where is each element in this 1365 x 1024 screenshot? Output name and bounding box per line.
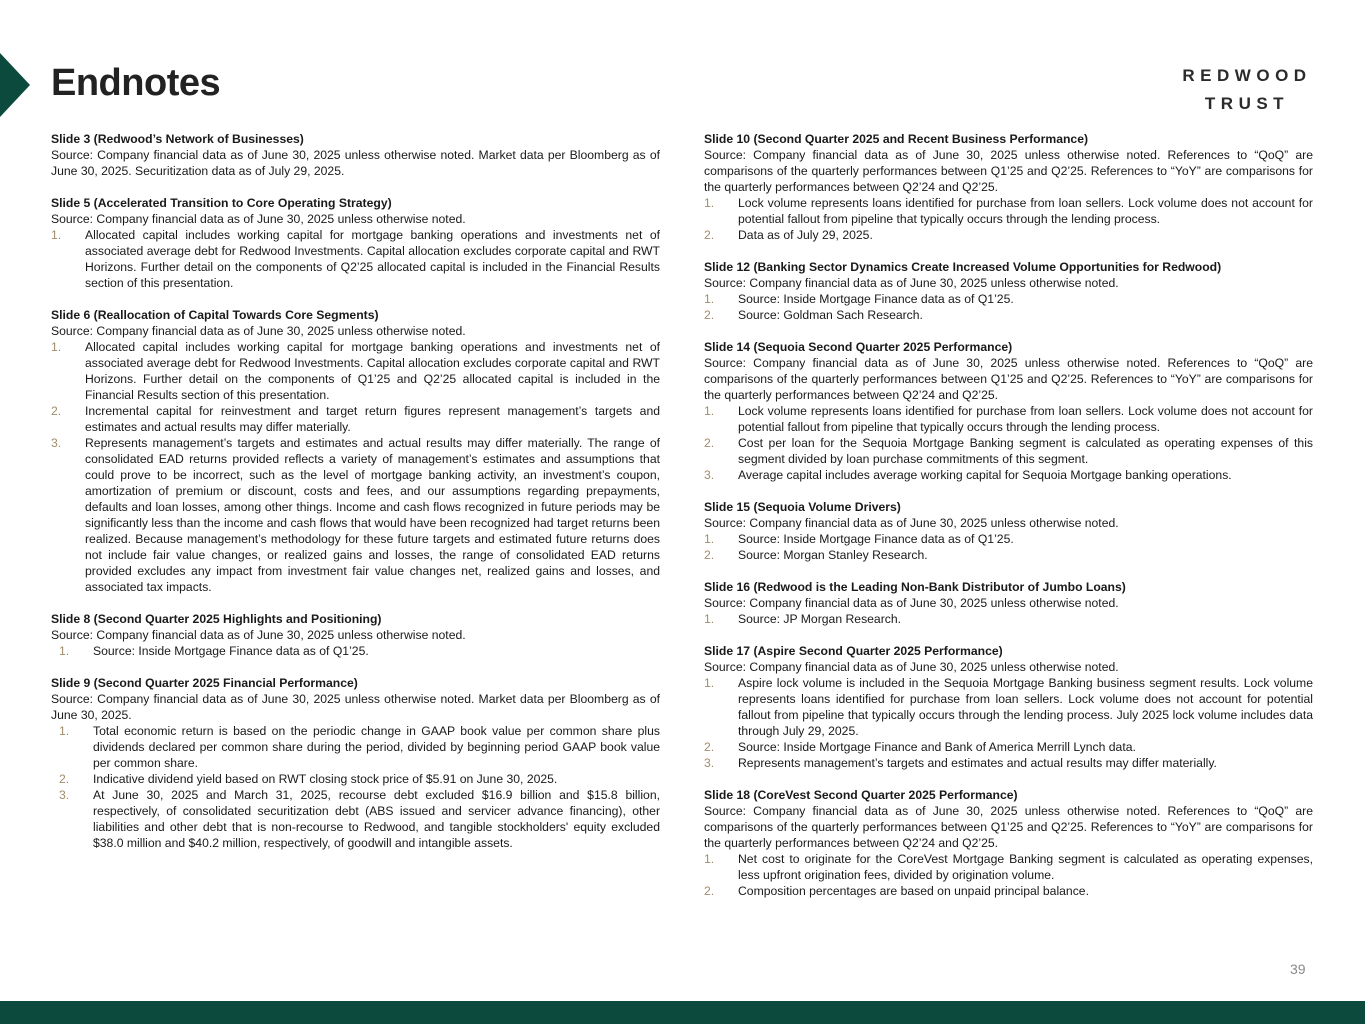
endnote-item-text: Aspire lock volume is included in the Sequoia Mortgage Banking business segment results. Lock volume represents loans identified for purchase from loan sellers. Lock volume does not account for potential fallout from pipeline that typically occurs through the lending process. July 2025 lock volume includes data through July 29, 2025. — [738, 676, 1313, 738]
endnote-item — [704, 547, 1313, 563]
endnote-item — [704, 307, 1313, 323]
endnote-item — [51, 723, 660, 771]
endnote-source: Source: Company financial data as of June 30, 2025 unless otherwise noted. References to “QoQ” are comparisons of the quarterly performances between Q1’25 and Q2’25. References to “YoY” are comparisons for the quarterly performances between Q2’24 and Q2’25. — [704, 804, 1313, 850]
endnote-item-number: 1. — [51, 340, 62, 354]
page-title: Endnotes — [51, 62, 221, 104]
endnote-item-number: 1. — [59, 724, 70, 738]
endnote-item-number: 1. — [704, 292, 715, 306]
endnote-item — [704, 755, 1313, 771]
endnote-item-number: 3. — [704, 756, 715, 770]
endnote-item-text: Average capital includes average working capital for Sequoia Mortgage banking operations. — [738, 468, 1232, 482]
endnote-heading: Slide 16 (Redwood is the Leading Non-Bank Distributor of Jumbo Loans) — [704, 580, 1126, 594]
endnote-item — [51, 227, 660, 291]
endnote-item-number: 1. — [704, 612, 715, 626]
endnote-item — [704, 291, 1313, 307]
endnote-item-number: 1. — [704, 404, 715, 418]
endnote-item-text: Source: Morgan Stanley Research. — [738, 548, 928, 562]
endnote-item-number: 2. — [704, 436, 715, 450]
endnote-item — [704, 403, 1313, 435]
endnote-item-text: Source: Inside Mortgage Finance data as of Q1’25. — [93, 644, 369, 658]
endnote-item-number: 1. — [59, 644, 70, 658]
endnote-item-number: 2. — [704, 548, 715, 562]
endnote-item-text: Net cost to originate for the CoreVest Mortgage Banking segment is calculated as operating expenses, less upfront origination fees, divided by origination volume. — [738, 852, 1313, 882]
endnote-heading: Slide 6 (Reallocation of Capital Towards Core Segments) — [51, 308, 379, 322]
endnote-item-number: 2. — [704, 308, 715, 322]
endnote-item-text: Allocated capital includes working capital for mortgage banking operations and investments net of associated average debt for Redwood Investments. Capital allocation excludes corporate capital and RWT Horizons. Further detail on the components of Q2’25 allocated capital is included in the Financial Results section of this presentation. — [85, 228, 660, 290]
endnote-item — [704, 851, 1313, 883]
logo-line-trust: TRUST — [1204, 94, 1290, 113]
endnote-item-text: Source: JP Morgan Research. — [738, 612, 902, 626]
endnote-source: Source: Company financial data as of June 30, 2025 unless otherwise noted. Market data per Bloomberg as of June 30, 2025. Securitization data as of July 29, 2025. — [51, 148, 660, 178]
endnote-source: Source: Company financial data as of June 30, 2025 unless otherwise noted. — [51, 628, 466, 642]
endnote-item — [704, 675, 1313, 739]
endnote-item-text: Incremental capital for reinvestment and target return figures represent management’s targets and estimates and actual results may differ materially. — [85, 404, 660, 434]
endnote-source: Source: Company financial data as of June 30, 2025 unless otherwise noted. — [704, 516, 1119, 530]
endnote-section — [704, 787, 1313, 899]
endnote-item-text: Data as of July 29, 2025. — [738, 228, 873, 242]
endnote-heading: Slide 5 (Accelerated Transition to Core Operating Strategy) — [51, 196, 392, 210]
endnote-item-number: 2. — [51, 404, 62, 418]
endnote-item-number: 1. — [51, 228, 62, 242]
endnote-heading: Slide 15 (Sequoia Volume Drivers) — [704, 500, 901, 514]
endnote-item — [51, 435, 660, 595]
endnote-item-number: 2. — [704, 740, 715, 754]
endnote-section — [704, 339, 1313, 483]
endnote-item-number: 1. — [704, 196, 715, 210]
endnote-section — [51, 131, 660, 179]
endnote-source: Source: Company financial data as of June 30, 2025 unless otherwise noted. — [704, 660, 1119, 674]
endnote-item — [704, 883, 1313, 899]
endnote-item-text: Cost per loan for the Sequoia Mortgage Banking segment is calculated as operating expenses of this segment divided by loan purchase commitments of this segment. — [738, 436, 1313, 466]
endnote-item — [704, 227, 1313, 243]
endnote-heading: Slide 8 (Second Quarter 2025 Highlights and Positioning) — [51, 612, 382, 626]
endnote-heading: Slide 14 (Sequoia Second Quarter 2025 Performance) — [704, 340, 1013, 354]
endnote-section — [704, 643, 1313, 771]
endnote-item-text: Source: Inside Mortgage Finance data as of Q1’25. — [738, 532, 1014, 546]
endnote-item — [51, 643, 660, 659]
endnote-item-text: At June 30, 2025 and March 31, 2025, recourse debt excluded $16.9 billion and $15.8 billion, respectively, of consolidated securitization debt (ABS issued and servicer advance financing), other liabilities and other debt that is non-recourse to Redwood, and tangible stockholders' equity excluded $38.0 million and $40.2 million, respectively, of goodwill and intangible assets. — [93, 788, 660, 850]
endnotes-right-column — [704, 131, 1313, 915]
endnote-item — [51, 403, 660, 435]
endnote-item-text: Represents management’s targets and estimates and actual results may differ materially. — [738, 756, 1217, 770]
endnote-item — [704, 739, 1313, 755]
endnote-heading: Slide 12 (Banking Sector Dynamics Create Increased Volume Opportunities for Redwood) — [704, 260, 1222, 274]
endnote-item — [704, 435, 1313, 467]
endnote-item-text: Allocated capital includes working capital for mortgage banking operations and investments net of associated average debt for Redwood Investments. Capital allocation excludes corporate capital and RWT Horizons. Further detail on the components of Q1’25 and Q2’25 allocated capital is included in the Financial Results section of this presentation. — [85, 340, 660, 402]
endnote-section — [51, 307, 660, 595]
endnote-item — [704, 611, 1313, 627]
endnote-item-number: 1. — [704, 676, 715, 690]
endnote-item-text: Source: Goldman Sach Research. — [738, 308, 923, 322]
endnote-item — [51, 787, 660, 851]
endnote-source: Source: Company financial data as of June 30, 2025 unless otherwise noted. References to “QoQ” are comparisons of the quarterly performances between Q1’25 and Q2’25. References to “YoY” are comparisons for the quarterly performances between Q2’24 and Q2’25. — [704, 148, 1313, 194]
endnote-source: Source: Company financial data as of June 30, 2025 unless otherwise noted. — [704, 276, 1119, 290]
endnote-item-number: 3. — [704, 468, 715, 482]
endnote-item — [704, 195, 1313, 227]
endnote-section — [704, 259, 1313, 323]
endnote-section — [704, 499, 1313, 563]
endnote-section — [51, 611, 660, 659]
endnote-item-number: 2. — [704, 228, 715, 242]
endnote-source: Source: Company financial data as of June 30, 2025 unless otherwise noted. — [704, 596, 1119, 610]
endnote-source: Source: Company financial data as of June 30, 2025 unless otherwise noted. Market data per Bloomberg as of June 30, 2025. — [51, 692, 660, 722]
endnote-item — [704, 531, 1313, 547]
endnote-item-text: Total economic return is based on the periodic change in GAAP book value per common share plus dividends declared per common share during the period, divided by beginning period GAAP book value per common share. — [93, 724, 660, 770]
endnote-item-text: Composition percentages are based on unpaid principal balance. — [738, 884, 1089, 898]
endnote-item — [51, 771, 660, 787]
redwood-trust-logo — [1162, 62, 1332, 118]
endnote-item-text: Lock volume represents loans identified for purchase from loan sellers. Lock volume does not account for potential fallout from pipeline that typically occurs through the lending process. — [738, 196, 1313, 226]
endnote-section — [51, 195, 660, 291]
endnote-item-number: 1. — [704, 532, 715, 546]
endnote-item-text: Source: Inside Mortgage Finance data as of Q1’25. — [738, 292, 1014, 306]
endnote-heading: Slide 10 (Second Quarter 2025 and Recent Business Performance) — [704, 132, 1089, 146]
endnote-item-number: 3. — [51, 436, 62, 450]
endnote-item-number: 3. — [59, 788, 70, 802]
endnote-heading: Slide 18 (CoreVest Second Quarter 2025 Performance) — [704, 788, 1018, 802]
endnote-item-text: Source: Inside Mortgage Finance and Bank of America Merrill Lynch data. — [738, 740, 1136, 754]
endnote-source: Source: Company financial data as of June 30, 2025 unless otherwise noted. References to “QoQ” are comparisons of the quarterly performances between Q1’25 and Q2’25. References to “YoY” are comparisons for the quarterly performances between Q2’24 and Q2’25. — [704, 356, 1313, 402]
endnotes-left-column — [51, 131, 660, 867]
logo-line-redwood: REDWOOD — [1182, 66, 1312, 85]
endnote-section — [704, 579, 1313, 627]
endnote-heading: Slide 17 (Aspire Second Quarter 2025 Performance) — [704, 644, 1003, 658]
endnote-item-text: Represents management’s targets and estimates and actual results may differ materially. The range of consolidated EAD returns provided reflects a variety of management’s estimates and assumptions that could prove to be incorrect, such as the level of mortgage banking activity, an investment’s coupon, amortization of premium or discount, costs and fees, and our assumptions regarding prepayments, defaults and loan losses, among other things. Income and cash flows recognized in future periods may be significantly less than the income and cash flows that would have been recognized had target returns been realized. Because management’s methodology for these future targets and estimated future returns does not include fair value changes, or realized gains and losses, the range of consolidated EAD returns provided excludes any impact from investment fair value changes net, realized gains and losses, and associated tax impacts. — [85, 436, 660, 594]
endnote-section — [704, 131, 1313, 243]
endnote-item-number: 1. — [704, 852, 715, 866]
endnote-heading: Slide 3 (Redwood’s Network of Businesses) — [51, 132, 304, 146]
endnote-item-text: Indicative dividend yield based on RWT closing stock price of $5.91 on June 30, 2025. — [93, 772, 558, 786]
endnote-section — [51, 675, 660, 851]
footer-bar — [0, 1001, 1365, 1024]
title-chevron-accent — [0, 53, 30, 117]
endnote-heading: Slide 9 (Second Quarter 2025 Financial Performance) — [51, 676, 358, 690]
endnote-item — [704, 467, 1313, 483]
endnote-item — [51, 339, 660, 403]
page-number: 39 — [1290, 961, 1306, 977]
endnote-item-number: 2. — [59, 772, 70, 786]
endnote-item-text: Lock volume represents loans identified for purchase from loan sellers. Lock volume does not account for potential fallout from pipeline that typically occurs through the lending process. — [738, 404, 1313, 434]
endnote-item-number: 2. — [704, 884, 715, 898]
endnote-source: Source: Company financial data as of June 30, 2025 unless otherwise noted. — [51, 212, 466, 226]
endnote-source: Source: Company financial data as of June 30, 2025 unless otherwise noted. — [51, 324, 466, 338]
